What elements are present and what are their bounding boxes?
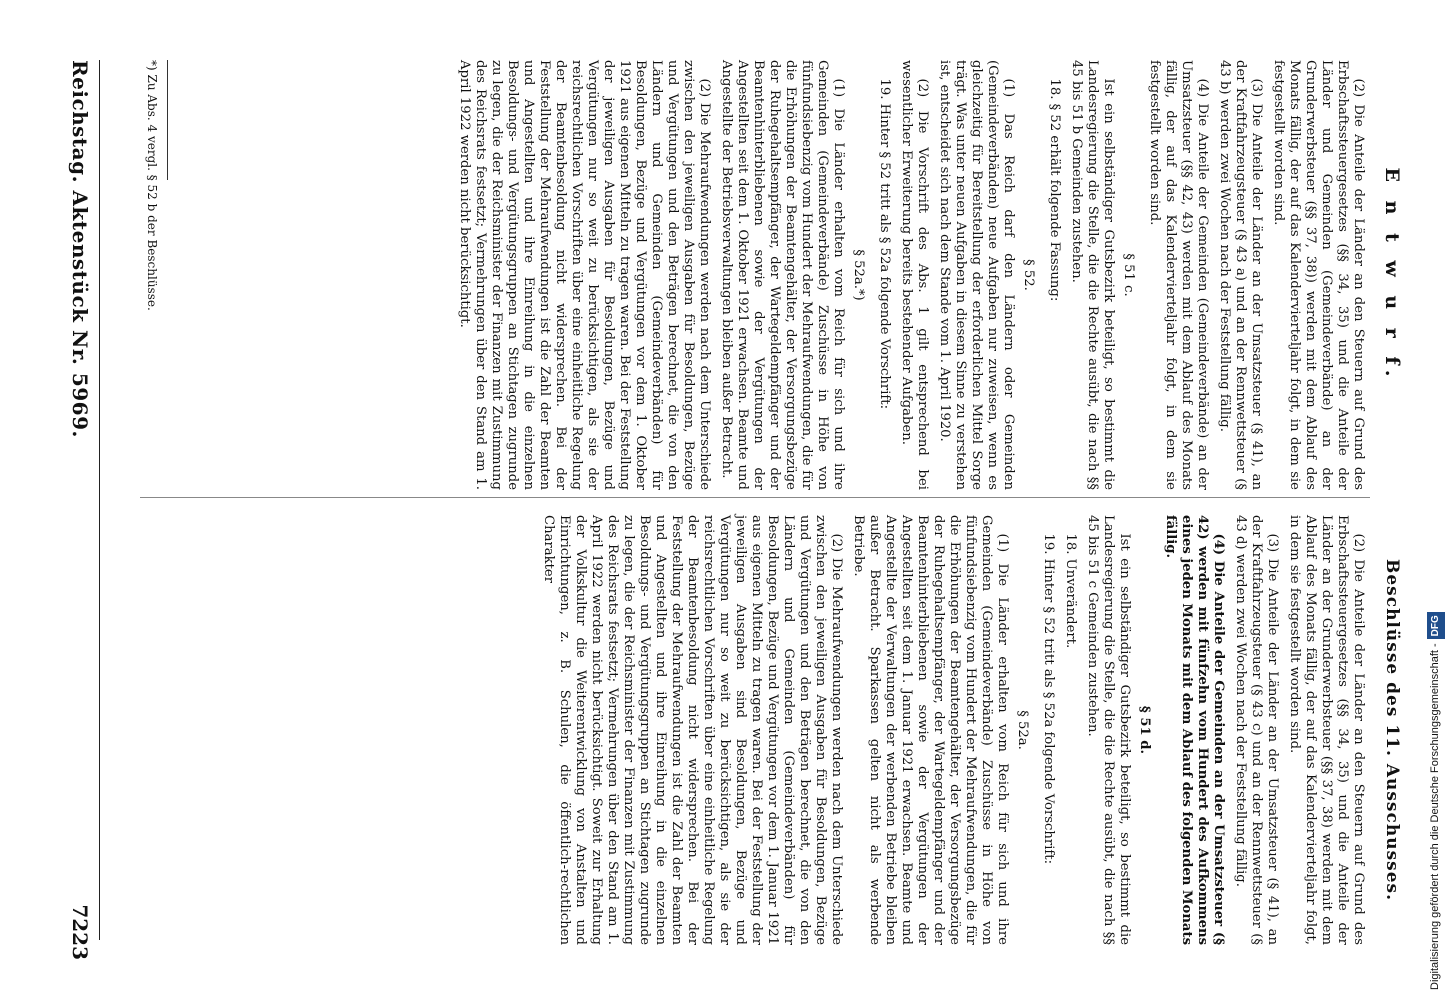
digitization-credit (1426, 10, 1448, 990)
right-column (534, 515, 1400, 945)
footnote-rule (167, 60, 168, 180)
paragraph: (2) Die Mehraufwendungen werden nach dem Unterschiede zwischen den jeweiligen Ausgaben für Besoldungen, Bezüge und Vergütungen und den Beträgen berechnet, die von den Ländern und Gemeinden (Gemeindeverbänden) für Besoldungen, Bezüge und Vergütungen vor dem 1. Oktober 1921 aus eigenen Mitteln zu tragen waren. Bei der Feststellung der jeweiligen Ausgaben für Besoldungen, Bezüge und Vergütungen nur so weit zu berücksichtigen, als sie der reichsrechtlichen Vorschriften über eine einheitliche Regelung der Beamtenbesoldung nicht widersprechen. Bei der Feststellung der Mehraufwendungen ist die Zahl der Beamten und Angestellten und ihre Einreihung in die einzelnen Besoldungs- und Vergütungsgruppen an Stichtagen zugrunde zu legen, die der Reichsminister der Finanzen mit Zustimmung des Reichsrats festsetzt; Vermehrungen über den Stand am 1. April 1922 werden nicht berücksichtigt. (457, 60, 712, 490)
page-number: 7223 (68, 904, 92, 960)
section-heading: § 52a. (1015, 710, 1030, 750)
paragraph: (2) Die Vorschrift des Abs. 1 gilt entsprechend bei wesentlicher Erweiterung bereits bestehender Aufgaben. (899, 60, 930, 490)
paragraph: (1) Das Reich darf den Ländern oder Gemeinden (Gemeindeverbänden) neue Aufgaben nur zuweisen, wenn es gleichzeitig für Bereitstellung der erforderlichen Mittel Sorge trägt. Was unter neuen Aufgaben in diesem Sinne zu verstehen ist, entscheidet sich nach dem Stande vom 1. April 1920. (937, 60, 1016, 490)
header-title: Reichstag. Aktenstück Nr. 5969. (68, 60, 92, 438)
paragraph: (3) Die Anteile der Länder an der Umsatzsteuer (§ 41), an der Kraftfahrzeugsteuer (§ 43 a) und an der Rennwettsteuer (§ 43 b) werden zwei Wochen nach der Feststellung fällig. (1217, 60, 1264, 490)
footnote: *) Zu Abs. 4 vergl. § 52 b der Beschlüsse. (145, 60, 159, 311)
section-heading: § 51 c. (1121, 253, 1136, 297)
section-heading: § 52a.*) (851, 249, 866, 301)
dfg-logo: DFG (1427, 612, 1445, 639)
column-divider (140, 497, 1370, 498)
paragraph: Ist ein selbständiger Gutsbezirk beteiligt, so bestimmt die Landesregierung die Stelle, die die Rechte ausübt, die nach §§ 45 bis 51 c Gemeinden zustehen. (1085, 515, 1132, 945)
paragraph: (3) Die Anteile der Länder an der Umsatzsteuer (§ 41), an der Kraftfahrzeugsteuer (§ 43 c) und an der Rennwettsteuer (§ 43 d) werden zwei Wochen nach der Feststellung fällig. (1233, 515, 1280, 945)
paragraph: (2) Die Mehraufwendungen werden nach dem Unterschiede zwischen den jeweiligen Ausgaben für Besoldungen, Bezüge und Vergütungen und den Beträgen berechnet, die von den Ländern und Gemeinden (Gemeindeverbänden) für Besoldungen, Bezüge und Vergütungen vor dem 1. Januar 1921 aus eigenen Mitteln zu tragen waren. Bei der Feststellung der jeweiligen Ausgaben sind Besoldungen, Bezüge und Vergütungen nur so weit zu berücksichtigen, als sie der reichsrechtlichen Vorschriften über eine einheitliche Regelung der Beamtenbesoldung nicht widersprechen. Bei der Feststellung der Mehraufwendungen ist die Zahl der Beamten und Angestellten und ihre Einreihung in die einzelnen Besoldungs- und Vergütungsgruppen an Stichtagen zugrunde zu legen, die der Reichsminister der Finanzen mit Zustimmung des Reichsrats festsetzt; Vermehrungen über den Stand am 1. April 1922 werden nicht berücksichtigt. Soweit zur Erhaltung der Volkskultur die Weiterentwicklung von Anstalten und Einrichtungen, z. B. Schulen, die öffentlich-rechtlichen Charakter (541, 515, 844, 945)
paragraph: 18. § 52 erhält folgende Fassung: (1047, 78, 1062, 302)
paragraph: (4) Die Anteile der Gemeinden an der Umsatzsteuer (§ 42) werden mit fünfzehn vom Hundert des Aufkommens eines jeden Monats mit dem Ablauf des folgenden Monats fällig. (1163, 515, 1226, 945)
paragraph: (1) Die Länder erhalten vom Reich für sich und ihre Gemeinden (Gemeindeverbände) Zuschüsse in Höhe von fünfundsiebenzig vom Hundert der Mehraufwendungen, die für die Erhöhungen der Beamtengehälter, der Versorgungsbezüge der Ruhegehaltsempfänger, der Wartegeldempfänger und der Beamtenhinterbliebenen sowie der Vergütungen der Angestellten seit dem 1. Januar 1921 erwachsen. Beamte und Angestellte der Verwaltungen der werbenden Betriebe bleiben außer Betracht. Sparkassen gelten nicht als werbende Betriebe. (851, 515, 1010, 945)
section-heading: § 51 d. (1137, 705, 1152, 755)
left-column-title: E n t w u r f. (1381, 167, 1403, 383)
section-heading: § 52. (1021, 259, 1036, 291)
paragraph: 19. Hinter § 52 tritt als § 52a folgende Vorschrift: (877, 78, 892, 410)
paragraph: (2) Die Anteile der Länder an den Steuern auf Grund des Erbschaftssteuergesetzes (§§ 34, 35) und die Anteile der Länder und Gemeinden (Gemeindeverbände) an der Grunderwerbsteuer (§§ 37, 38)) werden mit dem Ablauf des Monats fällig, der auf das Kalendervierteljahr folgt, in dem sie festgestellt worden sind. (1271, 60, 1366, 490)
paragraph: 19. Hinter § 52 tritt als § 52a folgende Vorschrift: (1041, 533, 1056, 865)
digitization-credit-text: Digitalisierung gefördert durch die Deutsche Forschungsgemeinschaft - (1429, 643, 1441, 990)
paragraph: (4) Die Anteile der Gemeinden (Gemeindeverbände) an der Umsatzsteuer (§§ 42, 43) werden mit dem Ablauf des Monats fällig, der auf das Kalendervierteljahr folgt, in dem sie festgestellt worden sind. (1147, 60, 1210, 490)
paragraph: 18. Unverändert. (1063, 533, 1078, 649)
page-header (58, 60, 92, 960)
paragraph: Ist ein selbständiger Gutsbezirk beteiligt, so bestimmt die Landesregierung die Stelle, die die Rechte ausübt, die nach §§ 45 bis 51 b Gemeinden zustehen. (1069, 60, 1116, 490)
paragraph: (1) Die Länder erhalten vom Reich für sich und ihre Gemeinden (Gemeindeverbände) Zuschüsse in Höhe von fünfundsiebenzig vom Hundert der Mehraufwendungen, die für die Erhöhungen der Beamtengehälter, der Versorgungsbezüge der Ruhegehaltsempfänger, der Wartegeldempfänger und der Beamtenhinterbliebenen sowie der Vergütungen der Angestellten seit dem 1. Oktober 1921 erwachsen. Beamte und Angestellte der Betriebsverwaltungen bleiben außer Betracht. (719, 60, 846, 490)
left-column (450, 60, 1403, 490)
paragraph: (2) Die Anteile der Länder an den Steuern auf Grund des Erbschaftssteuergesetzes (§§ 34, 35) und die Anteile der Länder an der Grunderwerbsteuer (§§ 37, 38) werden mit dem Ablauf des Monats fällig, der auf das Kalendervierteljahr folgt, in dem sie festgestellt worden sind. (1287, 515, 1366, 945)
header-rule (99, 60, 100, 940)
digitization-sidebar (1408, 10, 1441, 990)
right-column-title: Beschlüsse des 11. Ausschusses. (1382, 558, 1402, 902)
